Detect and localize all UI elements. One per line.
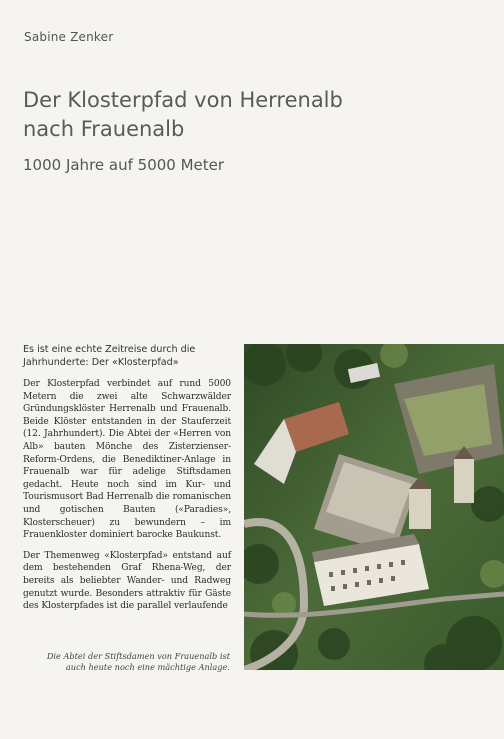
- body-paragraph-1: Der Klosterpfad verbindet auf rund 5000 Metern die zwei alte Schwarzwälder Gründungsklöster Herrenalb und Frauenalb. Beide Klöster entstanden in der Stauferzeit (12. Jahrhundert). Die Abtei der «Herren von Alb» bauten Mönche des Zisterzienser-Reform-Ordens, die Benediktiner-Anlage in Frauenalb war für adelige Stiftsdamen gedacht. Heute noch sind im Kur- und Tourismusort Bad Herrenalb die romanischen und gotischen Bauten («Paradies», Klosterscheuer) zu bewundern – im Frauenkloster dominiert barocke Baukunst.: [23, 379, 231, 541]
- title-line-1: Der Klosterpfad von Herrenalb: [23, 88, 343, 112]
- aerial-photo-frauenalb: [244, 344, 504, 670]
- caption-line-1: Die Abtei der Stiftsdamen von Frauenalb ist: [46, 651, 230, 661]
- lead-paragraph: [23, 344, 231, 369]
- article-subtitle: 1000 Jahre auf 5000 Meter: [23, 156, 225, 174]
- title-line-2: nach Frauenalb: [23, 117, 185, 141]
- lead-line-2: Jahrhunderte: Der «Klosterpfad»: [23, 356, 179, 368]
- aerial-photo-illustration: [244, 344, 504, 670]
- caption-line-2: auch heute noch eine mächtige Anlage.: [65, 662, 230, 673]
- author-name: Sabine Zenker: [24, 30, 114, 44]
- photo-caption: [40, 651, 230, 674]
- lead-line-1: Es ist eine echte Zeitreise durch die: [23, 344, 196, 355]
- article-title: [23, 86, 483, 144]
- body-paragraph-2: Der Themenweg «Klosterpfad» entstand auf dem bestehenden Graf Rhena-Weg, der bereits als beliebter Wander- und Radweg genutzt wurde. Besonders attraktiv für Gäste des Klosterpfades ist die parallel verlaufende: [23, 550, 231, 612]
- text-column: [23, 344, 231, 621]
